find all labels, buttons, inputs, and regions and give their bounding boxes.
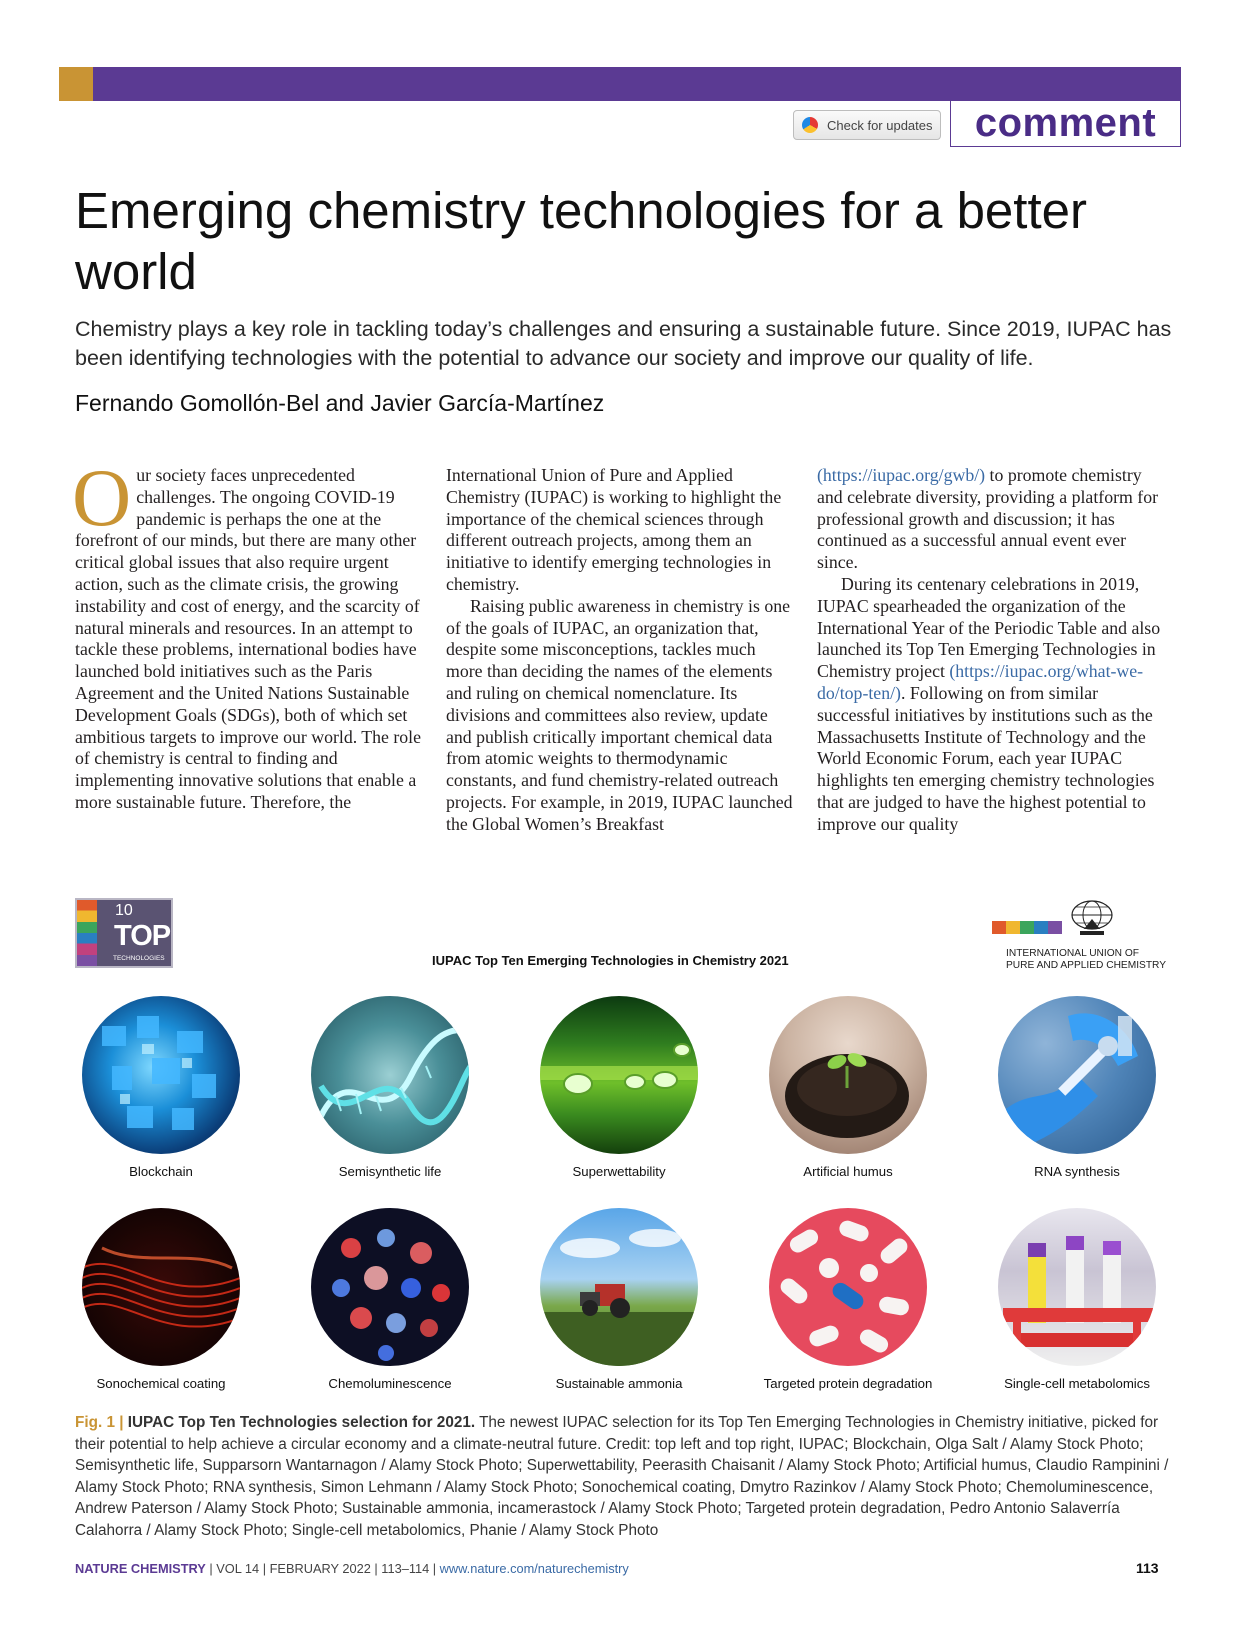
photo-semisynthetic-life — [311, 996, 469, 1154]
check-for-updates-button[interactable] — [793, 110, 941, 140]
tile-label: Chemoluminescence — [328, 1376, 452, 1391]
page-number: 113 — [1136, 1560, 1159, 1576]
body-column-3 — [817, 465, 1167, 836]
paragraph-text: to promote chemistry and celebrate diversity, providing a platform for professional growth and discussion; it has continued as a successful annual event ever since. — [817, 465, 1159, 573]
paragraph-text: During its centenary celebrations in 2019, IUPAC spearheaded the organization of the International Year of the Periodic Table and also launched its Top Ten Emerging Technologies in Chemistry project — [817, 573, 1161, 682]
article-title: Emerging chemistry technologies for a better world — [75, 182, 1087, 300]
tile-label: Artificial humus — [803, 1164, 893, 1179]
tile-label: Semisynthetic life — [338, 1164, 442, 1179]
page-range: 113–114 — [381, 1561, 430, 1576]
issue-date: FEBRUARY 2022 — [269, 1561, 371, 1576]
logo-technologies: TECHNOLOGIES — [113, 955, 165, 962]
iupac-color-bar — [992, 921, 1062, 934]
tile-label: Sustainable ammonia — [555, 1376, 683, 1391]
footer-separator: | — [370, 1561, 382, 1576]
body-paragraph — [72, 452, 425, 814]
photo-superwettability — [540, 996, 698, 1154]
logo-top: TOP — [114, 920, 171, 952]
tile-chemoluminescence — [305, 1208, 475, 1391]
logo-color-stripe — [77, 900, 97, 966]
authors: Fernando Gomollón-Bel and Javier García-Martínez — [75, 390, 605, 416]
tile-semisynthetic-life — [305, 996, 475, 1179]
iupac-top-ten-logo — [75, 898, 173, 968]
tile-label: Superwettability — [572, 1164, 666, 1179]
top-ten-link[interactable]: (https://iupac.org/what-we-do/top-ten/) — [817, 661, 1144, 703]
body-paragraph: International Union of Pure and Applied Chemistry (IUPAC) is working to highlight the importance of the chemical sciences through different outreach projects, among them an initiative to identify emerging technologies in chemistry. — [446, 465, 782, 594]
photo-blockchain — [82, 996, 240, 1154]
paragraph-text: . Following on from similar successful initiatives by institutions such as the Massachusetts Institute of Technology and the World Economic Forum, each year IUPAC highlights ten emerging chemistry technologies that are judged to have the highest potential to improve our quality — [817, 682, 1155, 834]
tile-artificial-humus — [763, 996, 933, 1179]
logo-ten: 10 — [115, 902, 133, 919]
footer-separator: | — [205, 1561, 217, 1576]
iupac-text-line1: INTERNATIONAL UNION OF — [1006, 948, 1140, 959]
journal-name: NATURE CHEMISTRY — [75, 1561, 206, 1576]
body-paragraph: Raising public awareness in chemistry is one of the goals of IUPAC, an organization that, despite some misconceptions, tackles much more than deciding the names of the elements and ruling on chemical nomenclature. Its divisions and committees also review, update and publish critically important chemical data from atomic weights to thermodynamic constants, and fund chemistry-related outreach projects. For example, in 2019, IUPAC launched the Global Women’s Breakfast — [446, 595, 793, 834]
tile-single-cell-metabolomics — [992, 1208, 1162, 1391]
caption-title: IUPAC Top Ten Technologies selection for 2021. — [127, 1414, 476, 1431]
photo-chemoluminescence — [311, 1208, 469, 1366]
photo-sustainable-ammonia — [540, 1208, 698, 1366]
tile-label: Targeted protein degradation — [763, 1376, 933, 1391]
photo-rna-synthesis — [998, 996, 1156, 1154]
body-paragraph — [817, 574, 1167, 836]
tile-label: Blockchain — [129, 1164, 193, 1179]
body-column-1 — [72, 452, 425, 814]
figure-label: Fig. 1 | — [75, 1414, 124, 1431]
tile-label: Sonochemical coating — [96, 1376, 226, 1391]
iupac-text-line2: PURE AND APPLIED CHEMISTRY — [1006, 960, 1167, 971]
footer-separator: | — [259, 1561, 270, 1576]
body-column-2 — [446, 465, 796, 836]
body-paragraph — [817, 465, 1167, 574]
figure-caption — [75, 1412, 1175, 1542]
page-footer — [75, 1561, 629, 1576]
tile-superwettability — [534, 996, 704, 1179]
check-for-updates-label: Check for updates — [827, 117, 933, 133]
header-bar — [93, 67, 1181, 101]
tile-blockchain — [76, 996, 246, 1179]
paragraph-text: ur society faces unprecedented challenges. The ongoing COVID-19 pandemic is perhaps the one at the forefront of our minds, but there are many other critical global issues that also require urgent action, such as the climate crisis, the growing instability and cost of energy, and the scarcity of natural minerals and resources. In an attempt to tackle these problems, international bodies have launched bold initiatives such as the Paris Agreement and the United Nations Sustainable Development Goals (SDGs), both of which set ambitious targets to improve our world. The role of chemistry is central to finding and implementing innovative solutions that enable a more sustainable future. Therefore, the — [75, 465, 422, 812]
journal-url[interactable]: www.nature.com/naturechemistry — [439, 1561, 629, 1576]
tile-sonochemical-coating — [76, 1208, 246, 1391]
tile-label: Single-cell metabolomics — [1004, 1376, 1150, 1391]
tile-label: RNA synthesis — [1034, 1164, 1120, 1179]
tile-sustainable-ammonia — [534, 1208, 704, 1391]
caption-text: The newest IUPAC selection for its Top Ten Emerging Technologies in Chemistry initiative, picked for their potential to help achieve a circular economy and a climate-neutral future. Credit: top left and top right, IUPAC; Blockchain, Olga Salt / Alamy Stock Photo; Semisynthetic life, Supparsorn Wantarnagon / Alamy Stock Photo; Superwettability, Peerasith Chaisanit / Alamy Stock Photo; Artificial humus, Claudio Rampinini / Alamy Stock Photo; RNA synthesis, Simon Lehmann / Alamy Stock Photo; Sonochemical coating, Dmytro Razinkov / Alamy Stock Photo; Chemoluminescence, Andrew Paterson / Alamy Stock Photo; Sustainable ammonia, incamerastock / Alamy Stock Photo; Targeted protein degradation, Pedro Antonio Salaverría Calahorra / Alamy Stock Photo; Single-cell metabolomics, Phanie / Alamy Stock Photo — [75, 1414, 1169, 1539]
standfirst: Chemistry plays a key role in tackling today’s challenges and ensuring a sustainable future. Since 2019, IUPAC has been identifying technologies with the potential to advance our society and improve our quality of life. — [75, 317, 1172, 370]
crossmark-icon — [802, 117, 818, 133]
header-accent-block — [59, 67, 93, 101]
photo-single-cell-metabolomics — [998, 1208, 1156, 1366]
footer-separator: | — [429, 1561, 440, 1576]
volume: VOL 14 — [216, 1561, 260, 1576]
section-label: comment — [950, 101, 1181, 147]
tile-rna-synthesis — [992, 996, 1162, 1179]
photo-targeted-protein-degradation — [769, 1208, 927, 1366]
tile-targeted-protein-degradation — [763, 1208, 933, 1391]
gwb-link[interactable]: (https://iupac.org/gwb/) — [817, 465, 986, 485]
iupac-logo — [992, 896, 1167, 976]
globe-icon — [1069, 899, 1115, 937]
drop-cap: O — [72, 452, 132, 543]
photo-artificial-humus — [769, 996, 927, 1154]
figure-title: IUPAC Top Ten Emerging Technologies in Chemistry 2021 — [432, 953, 789, 968]
photo-sonochemical-coating — [82, 1208, 240, 1366]
iupac-logo-text — [1006, 948, 1166, 972]
